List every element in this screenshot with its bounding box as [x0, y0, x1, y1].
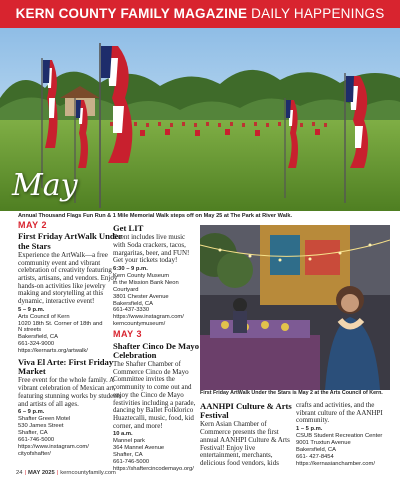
event-detail: Bakersfield, CA	[113, 300, 153, 307]
event-meta	[18, 307, 128, 355]
event-time: 5 – 9 p.m.	[18, 306, 45, 313]
artwalk-photo	[200, 225, 390, 390]
event-link[interactable]: https://www.instagram.com/	[113, 314, 184, 321]
hero-photo	[0, 28, 400, 211]
event-link[interactable]: https://shaftercincodemayo.org/	[113, 465, 194, 472]
middle-column	[113, 224, 199, 476]
event-detail: 3801 Chester Avenue	[113, 293, 169, 300]
event-title: Viva El Arte: First Friday Market	[18, 357, 114, 377]
event-detail: in the Mission Bank Neon	[113, 279, 179, 286]
event-time: 6:30 – 9 p.m.	[113, 266, 148, 273]
event-phone: 661-324-9000	[18, 341, 55, 348]
event-description: Kern Asian Chamber of Commerce presents the first annual AANHPI Culture & Arts Festival! Enjoy live entertainment, merchants, delicious food vendors, kids	[200, 420, 290, 467]
event-link[interactable]: cityofshafter/	[18, 450, 51, 457]
event-link[interactable]: https://kernasianchamber.com/	[296, 460, 375, 467]
event-detail: 530 James Street	[18, 423, 64, 430]
left-column	[18, 222, 128, 461]
event-title: AANHPI Culture & Arts Festival	[200, 401, 292, 421]
event-detail: Courtyard	[113, 286, 139, 293]
event-description: Experience the ArtWalk—a free community event and vibrant celebration of creativity featuring artists, artisans, and vendors. Enjoy hands-on activities like jewelry making and storytelling at this dynamic, interactive event!	[18, 250, 118, 306]
event-meta	[113, 431, 199, 472]
event-detail: Mannel park	[113, 438, 145, 445]
event-artwalk	[18, 232, 128, 355]
website[interactable]: kerncountyfamily.com	[60, 470, 116, 476]
artwalk-illustration	[200, 225, 390, 390]
event-detail: 9001 Truxtun Avenue	[296, 439, 351, 446]
event-time: 6 – 9 p.m.	[18, 409, 45, 416]
event-phone: 661-746-5000	[113, 458, 150, 465]
right-column-right	[296, 402, 394, 471]
event-detail: Shafter Green Motel	[18, 416, 71, 423]
event-detail: N streets	[18, 327, 42, 334]
section-title: DAILY HAPPENINGS	[247, 6, 385, 21]
event-title: Get LIT	[113, 223, 144, 233]
page-footer: 24 | MAY 2025 | kerncountyfamily.com	[16, 470, 116, 476]
month-heading: MAY 3	[113, 329, 143, 340]
event-viva-el-arte	[18, 358, 128, 458]
event-description: Event includes live music with Soda crackers, tacos, margaritas, beer, and FUN! Get your tickets today!	[113, 233, 190, 265]
event-detail: Bakersfield, CA	[18, 334, 58, 341]
event-description-continued: crafts and activities, and the vibrant culture of the AANHPI community.	[296, 401, 383, 425]
magazine-header	[0, 0, 400, 28]
month-script-title: May	[12, 168, 78, 203]
event-detail: Bakersfield, CA	[296, 446, 336, 453]
event-meta	[296, 426, 394, 467]
event-detail: CSUB Student Recreation Center	[296, 433, 383, 440]
event-link[interactable]: kerncountymuseum/	[113, 321, 166, 328]
event-detail: Arts Council of Kern	[18, 313, 70, 320]
photo-caption: First Friday ArtWalk Under the Stars is May 2 at the Arts Council of Kern.	[200, 390, 383, 396]
magazine-title: KERN COUNTY FAMILY MAGAZINE	[15, 6, 248, 21]
event-time: 1 – 5 p.m.	[296, 426, 323, 433]
event-get-lit	[113, 224, 199, 328]
month-heading: MAY 2	[18, 220, 48, 230]
event-detail: Kern County Museum	[113, 272, 170, 279]
event-detail: Shafter, CA	[18, 430, 48, 437]
event-phone: 661-437-3330	[113, 307, 150, 314]
event-description: Free event for the whole family. A vibrant celebration of Mexican art, featuring stunning works by students and artists of all ages.	[18, 376, 122, 408]
event-phone: 661-746-5000	[18, 436, 55, 443]
page-number: 24	[16, 470, 23, 476]
event-detail: Shafter, CA	[113, 452, 143, 459]
hero-caption: Annual Thousand Flags Fun Run & 1 Mile Memorial Walk steps off on May 25 at The Park at River Walk.	[18, 213, 293, 219]
event-link[interactable]: https://kernarts.org/artwalk/	[18, 348, 88, 355]
event-time: 10 a.m.	[113, 431, 133, 438]
event-link[interactable]: https://www.instagram.com/	[18, 443, 89, 450]
event-detail: 364 Mannel Avenue	[113, 445, 165, 452]
event-title: First Friday ArtWalk Under the Stars	[18, 231, 123, 251]
event-detail: 1020 18th St. Corner of 18th and	[18, 320, 103, 327]
right-column-left	[200, 402, 296, 468]
event-cinco-de-mayo	[113, 342, 199, 473]
event-meta	[18, 409, 128, 457]
event-description: The Shafter Chamber of Commerce Cinco de Mayo Committee invites the community to come out and enjoy the Cinco de Mayo festivities including a parade, dancing by Ballet Folklorico Huaztecalli, music, food, kid corner, and more!	[113, 359, 196, 430]
issue-month: MAY 2025	[27, 470, 55, 476]
event-phone: 661- 427-8454	[296, 453, 334, 460]
event-title: Shafter Cinco De Mayo Celebration	[113, 340, 200, 360]
event-meta	[113, 266, 199, 328]
